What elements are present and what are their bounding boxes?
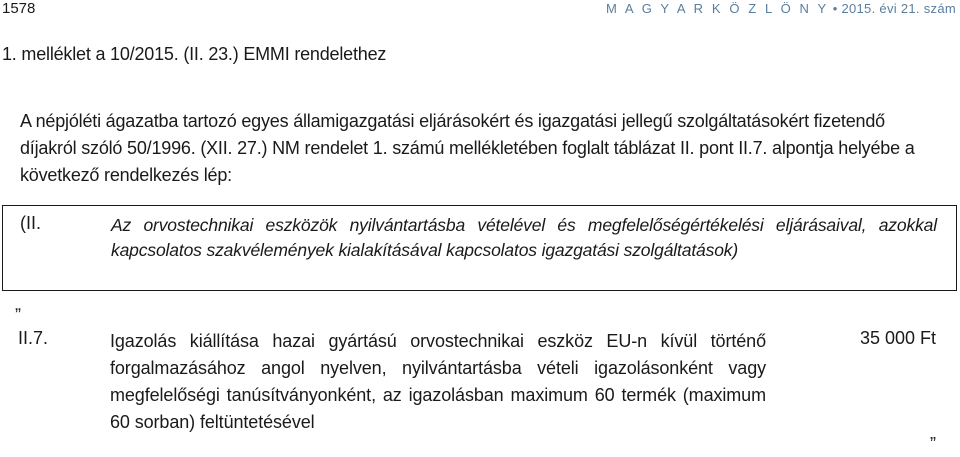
section-description: Az orvostechnikai eszközök nyilvántartásba vételével és megfelelőségértékelési eljárásaival, azokkal kapcsolatos szakvélemények kialakításával kapcsolatos igazgatási szolgáltatások) [111,215,937,260]
section-code: (II. [20,213,41,233]
closing-quote: ” [930,434,936,454]
row-code: II.7. [18,328,49,348]
header-bullet: • [832,1,838,16]
section-heading-box [2,205,957,291]
opening-quote: „ [15,294,21,314]
intro-paragraph: A népjóléti ágazatba tartozó egyes államigazgatási eljárásokért és igazgatási jellegű szolgáltatásokért fizetendő díjakról szóló 50/1996. (XII. 27.) NM rendelet 1. számú mellékletében foglalt táblázat II. pont II.7. alpontja helyébe a következő rendelkezés lép: [20,111,915,185]
journal-title: M A G Y A R K Ö Z L Ö N Y [606,1,829,16]
issue-label: 2015. évi 21. szám [841,1,956,16]
annex-title: 1. melléklet a 10/2015. (II. 23.) EMMI rendelethez [2,44,387,64]
journal-header [606,1,956,16]
page-number: 1578 [2,0,36,17]
row-description: Igazolás kiállítása hazai gyártású orvostechnikai eszköz EU-n kívül történő forgalmazásához angol nyelven, nyilvántartásba vételi igazolásonként vagy megfelelőségi tanúsítványonként, az igazolásban maximum 60 termék (maximum 60 sorban) feltüntetésével [110,331,766,432]
row-fee: 35 000 Ft [859,328,936,348]
